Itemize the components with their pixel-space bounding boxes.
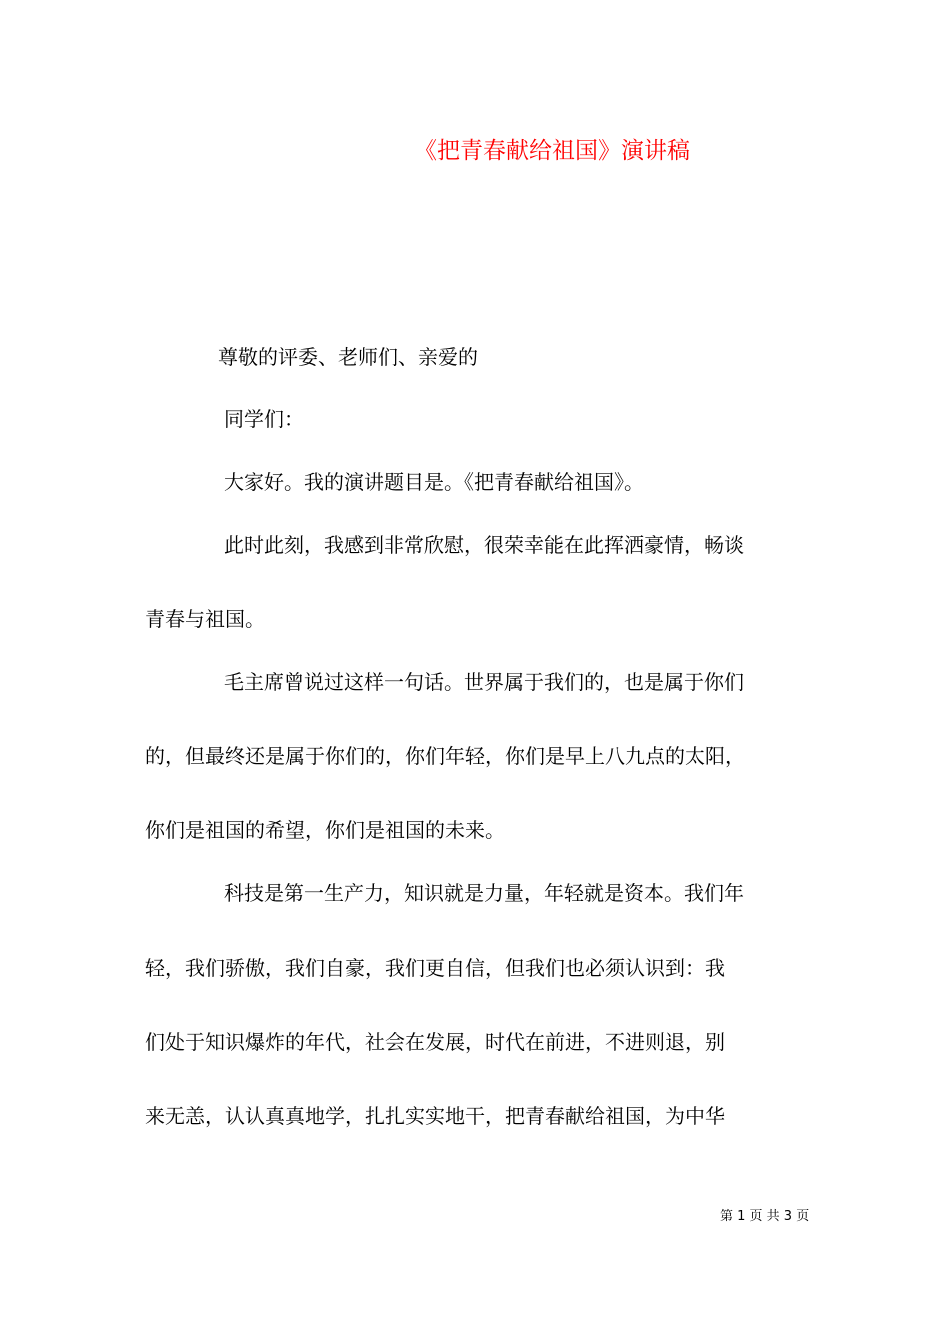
body-line-2: 同学们： [224,407,304,431]
page-number-footer: 第 1 页 共 3 页 [720,1209,810,1224]
body-line-3: 大家好。我的演讲题目是。《把青春献给祖国》。 [224,470,644,494]
body-line-12: 来无恙，认认真真地学，扎扎实实地干，把青春献给祖国，为中华 [145,1104,725,1128]
body-line-11: 们处于知识爆炸的年代，社会在发展，时代在前进，不进则退，别 [145,1030,725,1054]
body-line-7: 的，但最终还是属于你们的，你们年轻，你们是早上八九点的太阳， [145,744,745,768]
document-title: 《把青春献给祖国》演讲稿 [414,138,690,164]
body-line-4: 此时此刻，我感到非常欣慰，很荣幸能在此挥洒豪情，畅谈 [224,533,744,557]
body-line-8: 你们是祖国的希望，你们是祖国的未来。 [145,818,505,842]
body-line-1: 尊敬的评委、老师们、亲爱的 [218,345,478,369]
body-line-6: 毛主席曾说过这样一句话。世界属于我们的，也是属于你们 [224,670,744,694]
body-line-9: 科技是第一生产力，知识就是力量，年轻就是资本。我们年 [224,881,744,905]
body-line-5: 青春与祖国。 [145,607,265,631]
body-line-10: 轻，我们骄傲，我们自豪，我们更自信，但我们也必须认识到：我 [145,956,725,980]
